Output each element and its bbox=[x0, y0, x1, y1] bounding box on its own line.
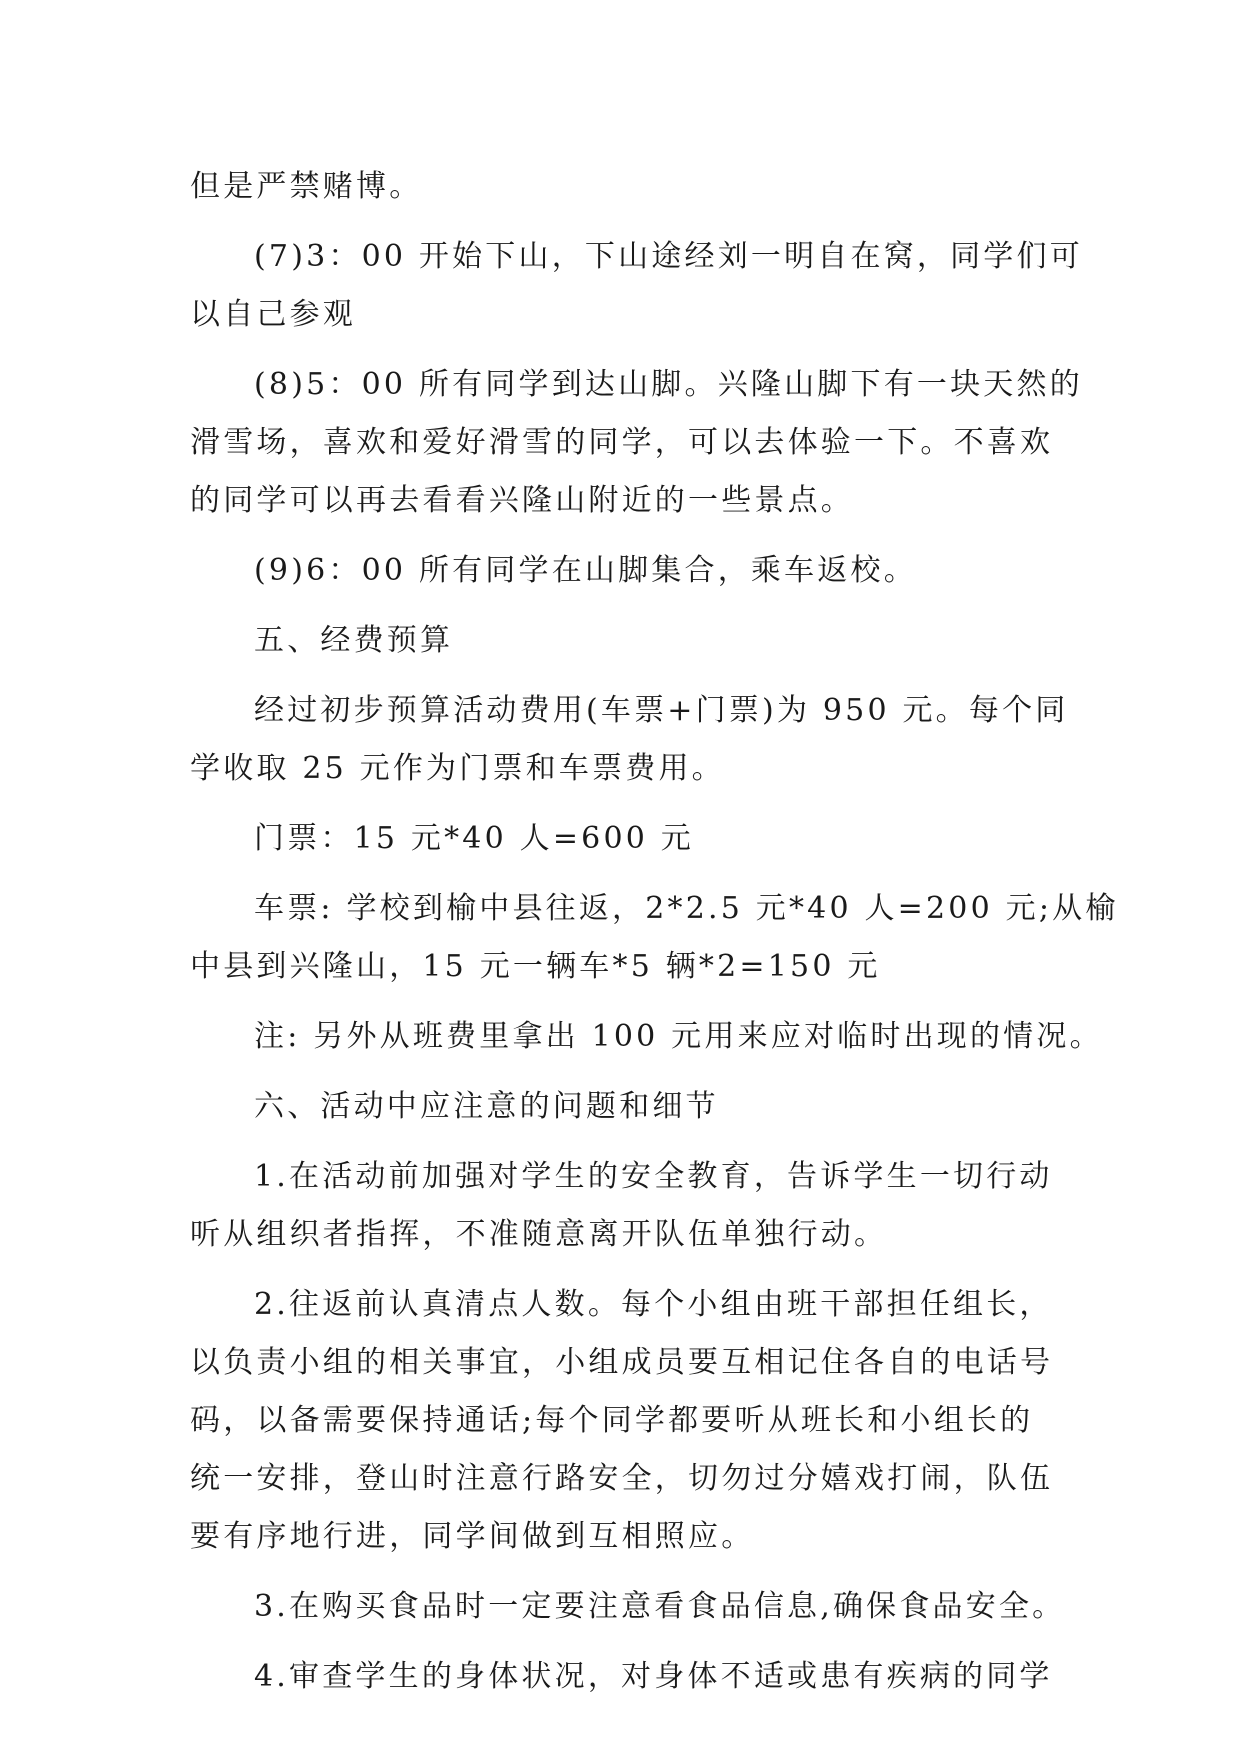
paragraph-gambling-ban bbox=[190, 158, 1056, 216]
text-line: 中县到兴隆山，15 元一辆车*5 辆*2=150 元 bbox=[190, 949, 881, 984]
text-line: 1.在活动前加强对学生的安全教育，告诉学生一切行动 bbox=[254, 1159, 1053, 1194]
text-line: 统一安排，登山时注意行路安全，切勿过分嬉戏打闹，队伍 bbox=[190, 1461, 1054, 1496]
text-line: (8)5：00 所有同学到达山脚。兴隆山脚下有一块天然的 bbox=[254, 367, 1083, 402]
text-line: (7)3：00 开始下山，下山途经刘一明自在窝，同学们可 bbox=[254, 239, 1083, 274]
text-line: 以负责小组的相关事宜，小组成员要互相记住各自的电话号 bbox=[190, 1345, 1054, 1380]
text-line: 要有序地行进，同学间做到互相照应。 bbox=[190, 1519, 755, 1554]
text-line: 五、经费预算 bbox=[254, 623, 454, 658]
document-body bbox=[190, 158, 1119, 1718]
text-line: 码，以备需要保持通话;每个同学都要听从班长和小组长的 bbox=[190, 1403, 1034, 1438]
text-line: 以自己参观 bbox=[190, 297, 356, 332]
text-line: 的同学可以再去看看兴隆山附近的一些景点。 bbox=[190, 483, 854, 518]
text-line: (9)6：00 所有同学在山脚集合，乘车返校。 bbox=[254, 553, 917, 588]
text-line: 但是严禁赌博。 bbox=[190, 169, 423, 204]
paragraph-ticket-cost bbox=[190, 810, 1056, 868]
text-line: 注: 另外从班费里拿出 100 元用来应对临时出现的情况。 bbox=[254, 1019, 1103, 1054]
text-line: 车票: 学校到榆中县往返，2*2.5 元*40 人=200 元;从榆 bbox=[254, 891, 1119, 926]
text-line: 经过初步预算活动费用(车票+门票)为 950 元。每个同 bbox=[254, 693, 1069, 728]
text-line: 六、活动中应注意的问题和细节 bbox=[254, 1089, 719, 1124]
text-line: 门票：15 元*40 人=600 元 bbox=[254, 821, 694, 856]
paragraph-schedule-8 bbox=[190, 356, 1083, 530]
paragraph-precaution-3 bbox=[190, 1578, 1066, 1636]
paragraph-note bbox=[190, 1008, 1103, 1066]
paragraph-precaution-4 bbox=[190, 1648, 1056, 1706]
text-line: 学收取 25 元作为门票和车票费用。 bbox=[190, 751, 725, 786]
paragraph-schedule-9 bbox=[190, 542, 1056, 600]
paragraph-precaution-2 bbox=[190, 1276, 1056, 1566]
paragraph-precaution-1 bbox=[190, 1148, 1056, 1264]
text-line: 4.审查学生的身体状况，对身体不适或患有疾病的同学 bbox=[254, 1659, 1053, 1694]
text-line: 滑雪场，喜欢和爱好滑雪的同学，可以去体验一下。不喜欢 bbox=[190, 425, 1054, 460]
paragraph-schedule-7 bbox=[190, 228, 1083, 344]
section-heading-precautions bbox=[190, 1078, 1056, 1136]
text-line: 2.往返前认真清点人数。每个小组由班干部担任组长， bbox=[254, 1287, 1053, 1322]
text-line: 3.在购买食品时一定要注意看食品信息,确保食品安全。 bbox=[254, 1589, 1066, 1624]
section-heading-budget bbox=[190, 612, 1056, 670]
paragraph-bus-cost bbox=[190, 880, 1119, 996]
paragraph-budget-total bbox=[190, 682, 1069, 798]
text-line: 听从组织者指挥，不准随意离开队伍单独行动。 bbox=[190, 1217, 888, 1252]
